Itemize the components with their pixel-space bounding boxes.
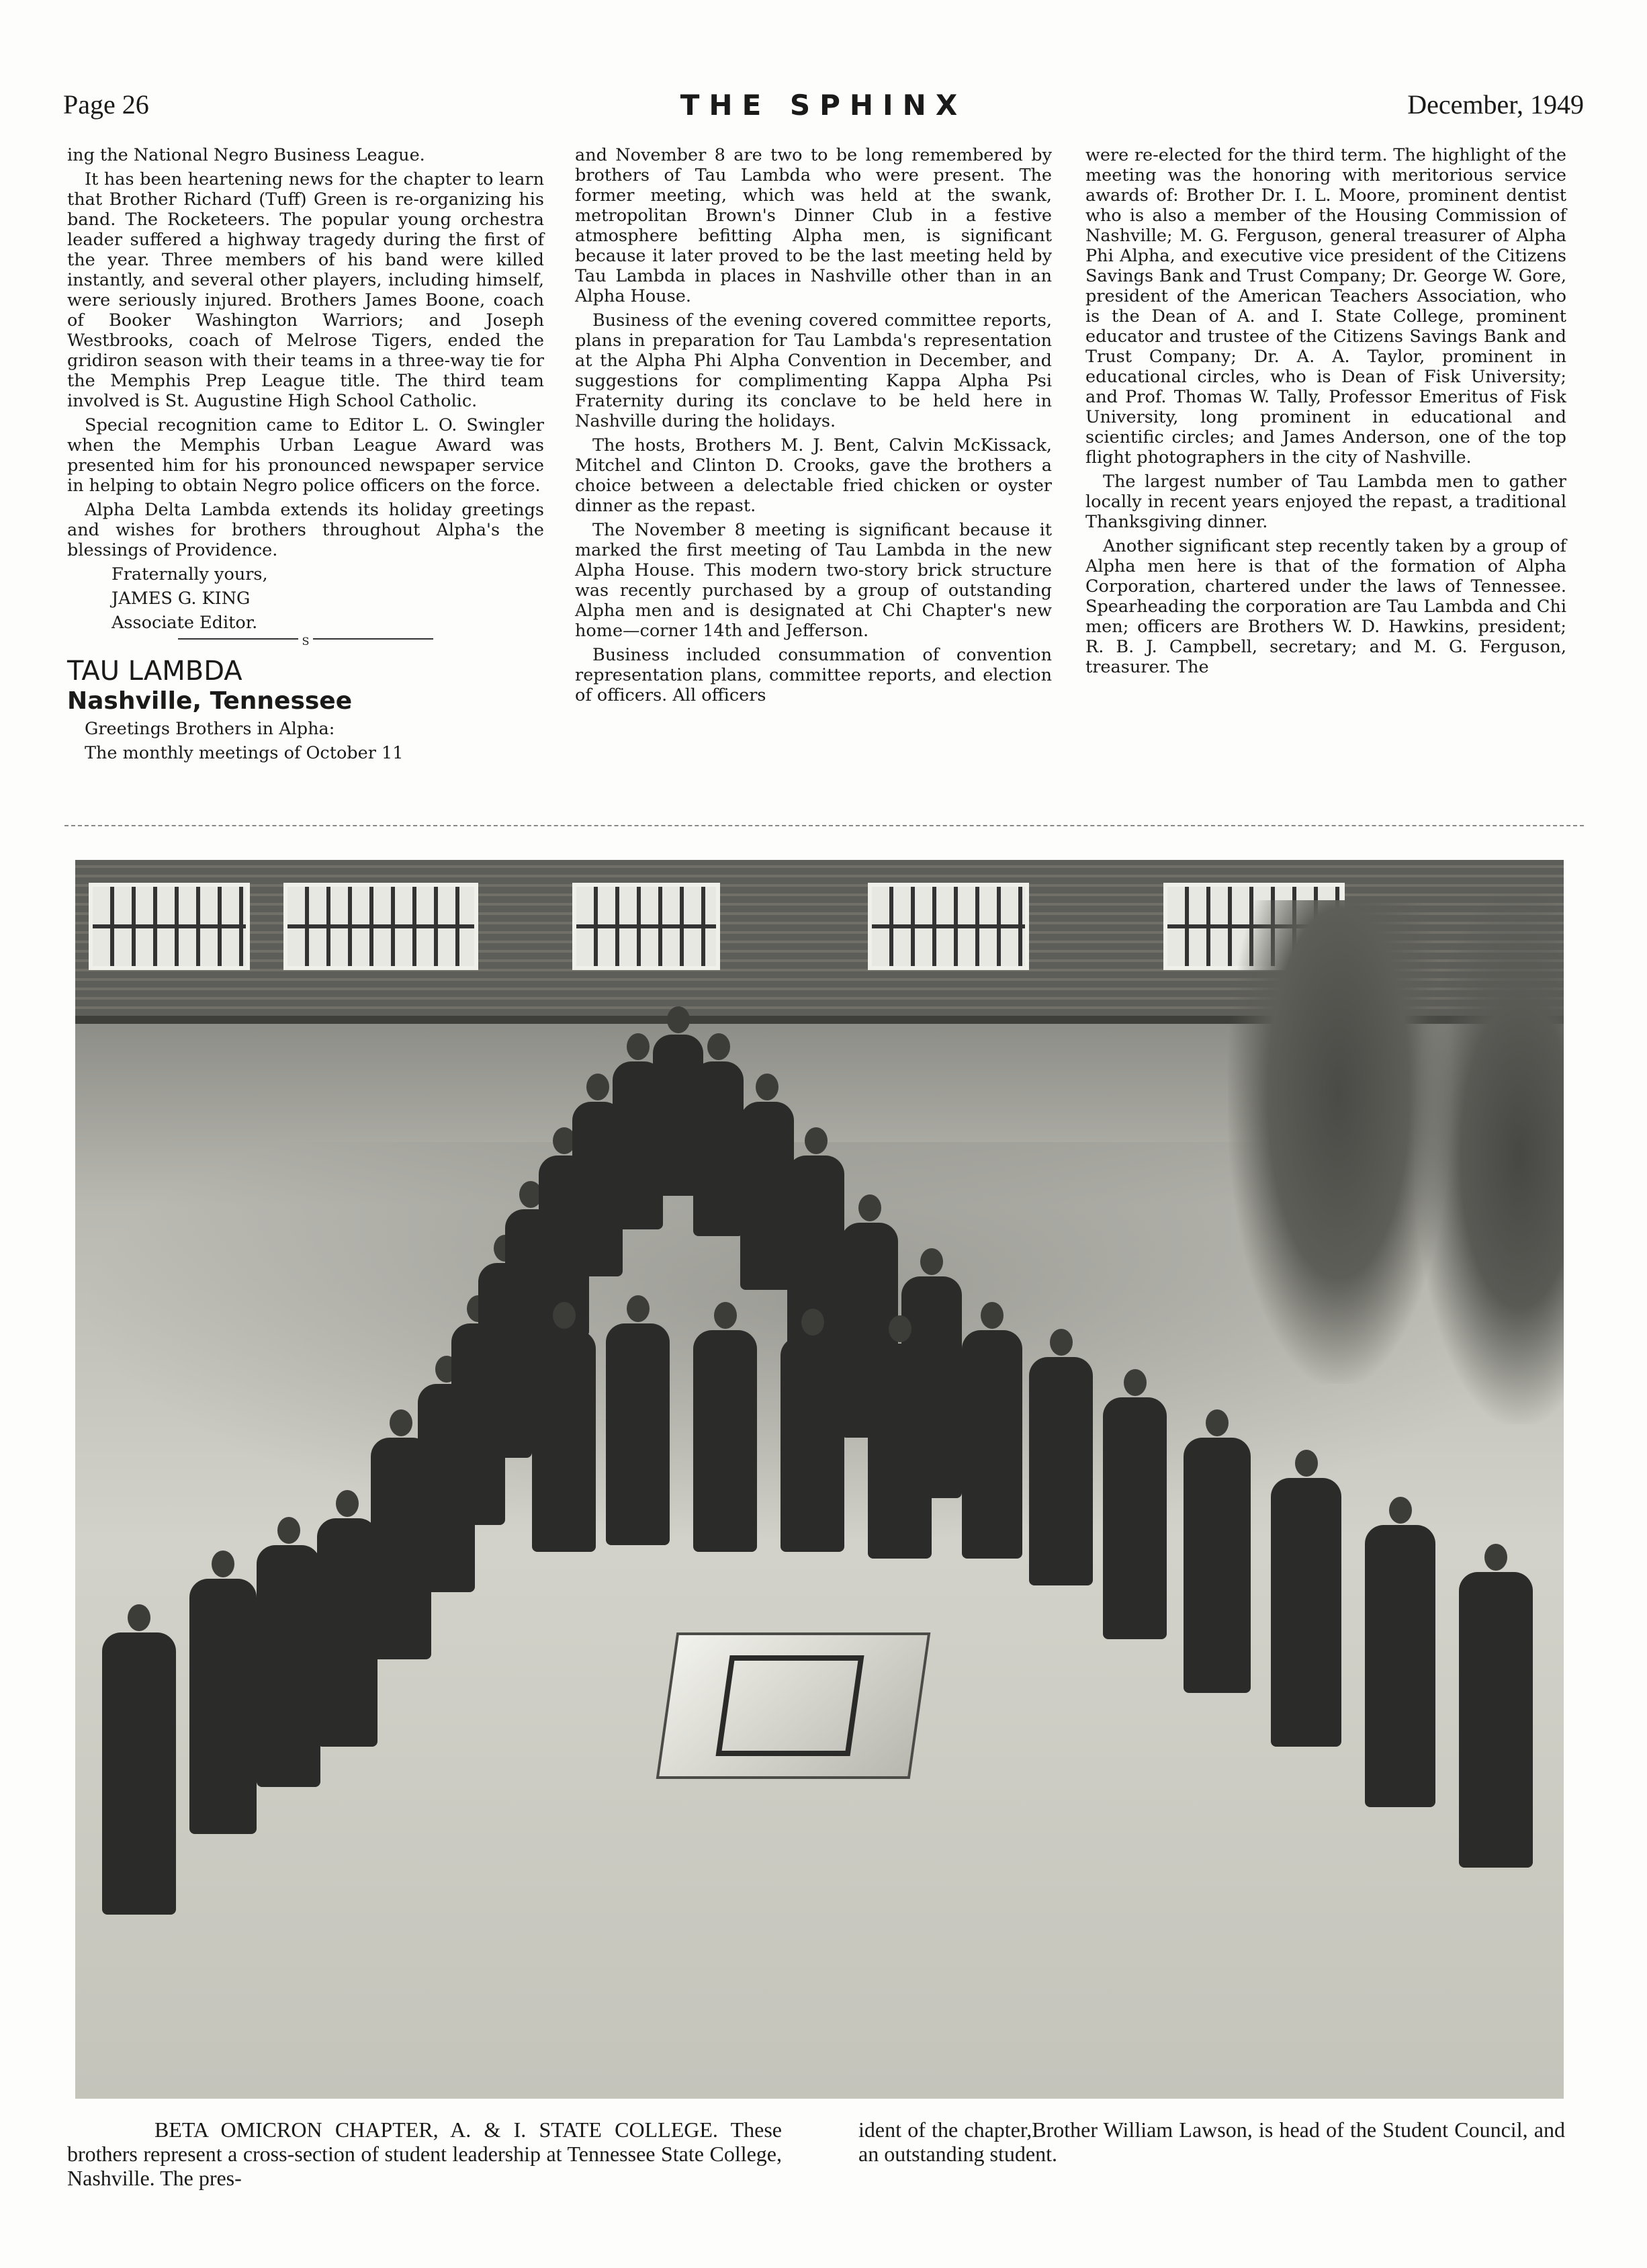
person xyxy=(317,1518,377,1747)
text-column-3 xyxy=(1085,145,1566,681)
person xyxy=(102,1632,176,1915)
paragraph: The hosts, Brothers M. J. Bent, Calvin McKissack, Mitchel and Clinton D. Crooks, gave the brothers a choice between a delectable fried chicken or oyster dinner as the repast. xyxy=(575,435,1052,516)
page-number: Page 26 xyxy=(63,89,149,120)
window xyxy=(868,883,1029,970)
person xyxy=(1365,1525,1435,1807)
column-bottom-divider xyxy=(64,825,1584,826)
paragraph: The monthly meetings of October 11 xyxy=(85,743,404,763)
paragraph: were re-elected for the third term. The highlight of the meeting was the honoring with meritorious service awards of: Brother Dr. I. L. Moore, prominent dentist who is also a member of the Housing Commission of Nashville; M. G. Ferguson, general treasurer of Alpha Phi Alpha, and executive vice president of the Citizens Savings Bank and Trust Company; Dr. George W. Gore, president of the American Teachers Association, who is the Dean of A. and I. State College, prominent educator and trustee of the Citizens Savings Bank and Trust Company; Dr. A. A. Taylor, prominent in educational circles, who is Dean of Fisk University; and Prof. Thomas W. Tally, Professor Emeritus of Fisk University, long prominent in educational and scientific circles; and James Anderson, one of the top flight photographers in the city of Nashville. xyxy=(1085,145,1566,468)
window xyxy=(283,883,478,970)
issue-date: December, 1949 xyxy=(1407,89,1584,120)
person xyxy=(868,1344,932,1559)
paragraph: Special recognition came to Editor L. O. Swingler when the Memphis Urban League Award was presented him for his pronounced newspaper service in helping to obtain Negro police officers on the force. xyxy=(67,415,544,496)
greeting: Greetings Brothers in Alpha: xyxy=(85,719,335,739)
person xyxy=(532,1330,596,1552)
person xyxy=(781,1337,844,1552)
person xyxy=(1029,1357,1093,1585)
section-divider xyxy=(178,635,433,648)
paragraph: Another significant step recently taken by a group of Alpha men here is that of the formation of Alpha Corporation, chartered under the laws of Tennessee. Spearheading the corporation are Tau Lambda and Chi men; officers are Brothers W. D. Hawkins, president; R. B. J. Campbell, secretary; and M. G. Ferguson, treasurer. The xyxy=(1085,536,1566,677)
text-column-1 xyxy=(67,145,544,767)
paragraph: The largest number of Tau Lambda men to gather locally in recent years enjoyed the repast, a traditional Thanksgiving dinner. xyxy=(1085,472,1566,532)
paragraph: and November 8 are two to be long remembered by brothers of Tau Lambda who were present. The former meeting, which was held at the swank, metropolitan Brown's Dinner Club in a festive atmosphere befitting Alpha men, is significant because it later proved to be the last meeting held by Tau Lambda in places in Nashville other than in an Alpha House. xyxy=(575,145,1052,306)
person xyxy=(962,1330,1022,1559)
photo-caption-right: ident of the chapter,Brother William Lawson, is head of the Student Council, and an outstanding student. xyxy=(858,2118,1565,2166)
person xyxy=(1103,1397,1167,1639)
divider-mark: S xyxy=(298,635,314,648)
signer-title: Associate Editor. xyxy=(112,613,258,633)
paragraph: Business of the evening covered committee reports, plans in preparation for Tau Lambda's representation at the Alpha Phi Alpha Convention in December, and suggestions for complimenting Kappa Alpha Psi Fraternity during its conclave to be held here in Nashville during the holidays. xyxy=(575,310,1052,431)
person xyxy=(1271,1478,1341,1747)
person xyxy=(1459,1572,1533,1868)
window xyxy=(572,883,720,970)
signer-name: JAMES G. KING xyxy=(112,588,251,609)
paragraph: The November 8 meeting is significant because it marked the first meeting of Tau Lambda in the new Alpha House. This modern two-story brick structure was recently purchased by a group of outstanding Alpha men and is designated at Chi Chapter's new home—corner 14th and Jefferson. xyxy=(575,520,1052,641)
person xyxy=(1184,1438,1251,1693)
page-header xyxy=(63,89,1584,129)
person xyxy=(606,1323,670,1545)
photo-caption-left xyxy=(67,2118,782,2190)
fraternity-emblem-sign xyxy=(656,1632,931,1779)
section-title: TAU LAMBDA xyxy=(67,656,242,687)
window xyxy=(89,883,250,970)
person xyxy=(693,1330,757,1552)
person xyxy=(257,1545,320,1787)
person xyxy=(740,1102,794,1290)
magazine-title: THE SPHINX xyxy=(680,89,967,122)
alpha-emblem-icon xyxy=(715,1655,864,1756)
section-location: Nashville, Tennessee xyxy=(67,687,353,715)
paragraph: Business included consummation of convention representation plans, committee reports, and election of officers. All officers xyxy=(575,645,1052,705)
paragraph: It has been heartening news for the chapter to learn that Brother Richard (Tuff) Green is re-organizing his band. The Rocketeers. The popular young orchestra leader suffered a highway tragedy during the first of the year. Three members of his band were killed instantly, and several other players, including himself, were seriously injured. Brothers James Boone, coach of Booker Washington Warriors; and Joseph Westbrooks, coach of Melrose Tigers, ended the gridiron season with their teams in a three-way tie for the Memphis Prep League title. The third team involved is St. Augustine High School Catholic. xyxy=(67,169,544,411)
group-photograph xyxy=(75,860,1564,2099)
paragraph: Alpha Delta Lambda extends its holiday greetings and wishes for brothers throughout Alpha's the blessings of Providence. xyxy=(67,500,544,560)
caption-text: BETA OMICRON CHAPTER, A. & I. STATE COLLEGE. These brothers represent a cross-section of student leadership at Tennessee State College, Nashville. The pres- xyxy=(67,2118,782,2190)
tree xyxy=(1416,887,1564,1424)
closing: Fraternally yours, xyxy=(112,564,268,584)
person xyxy=(189,1579,257,1834)
text-column-2 xyxy=(575,145,1052,709)
person xyxy=(693,1061,744,1236)
paragraph: ing the National Negro Business League. xyxy=(67,145,425,165)
